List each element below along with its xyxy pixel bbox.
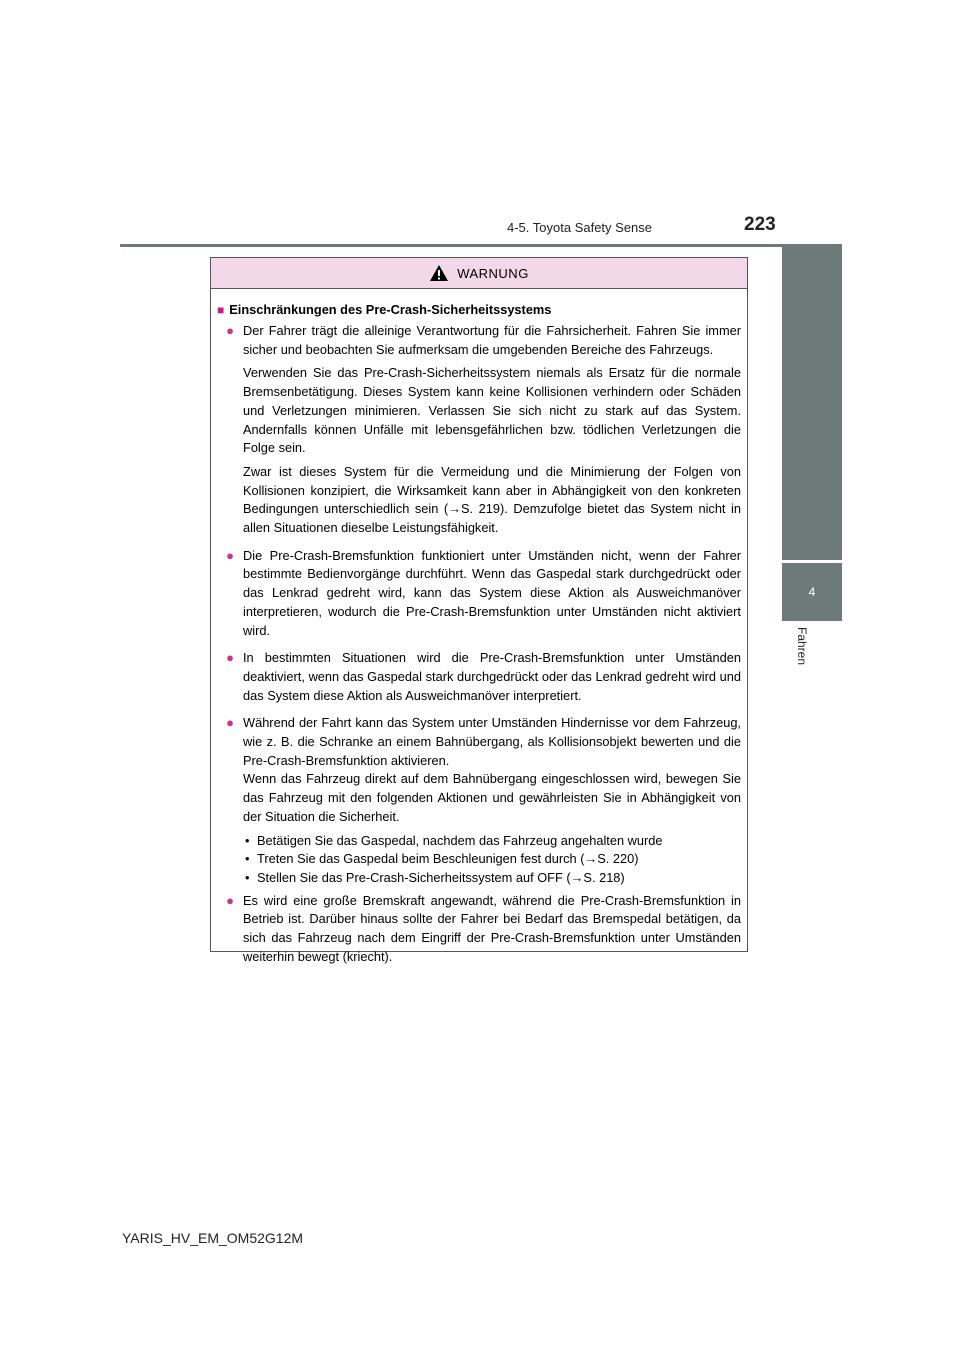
list-item: [217, 714, 741, 887]
list-item: [217, 547, 741, 646]
warning-title: WARNUNG: [457, 265, 529, 281]
item-paragraph: Während der Fahrt kann das System unter Umständen Hindernisse vor dem Fahrzeug, wie z. B. die Schranke an einem Bahnübergang, als Kollisionsobjekt bewerten und die Pre-Crash-Bremsfunktion aktivieren.: [243, 715, 741, 768]
item-paragraph: Wenn das Fahrzeug direkt auf dem Bahnübergang eingeschlossen wird, bewegen Sie das Fahrzeug mit den folgenden Aktionen und gewährleisten Sie in Abhängigkeit von der Situation die Sicherheit.: [243, 771, 741, 824]
bullet-dot-icon: ●: [226, 547, 234, 563]
list-item: [217, 892, 741, 972]
chapter-tab: [782, 563, 842, 621]
warning-header: [211, 258, 747, 289]
bullet-dot-icon: ●: [226, 892, 234, 908]
section-title: 4-5. Toyota Safety Sense: [507, 220, 653, 235]
page-number: 223: [744, 214, 776, 235]
document-code: YARIS_HV_EM_OM52G12M: [122, 1230, 304, 1246]
list-item: [217, 322, 741, 543]
chapter-number: 4: [808, 585, 816, 599]
item-paragraph: Zwar ist dieses System für die Vermeidung und die Minimierung der Folgen von Kollisionen konzipiert, die Wirksamkeit kann aber in Abhängigkeit von den konkreten Bedingungen unterschiedlich sein (→S. 219). Demzufolge bietet das System nicht in allen Situationen dieselbe Leistungsfähigkeit.: [243, 463, 741, 536]
list-item: [217, 649, 741, 710]
warning-body: [211, 289, 747, 972]
sub-list-item: • Treten Sie das Gaspedal beim Beschleunigen fest durch (→S. 220): [243, 850, 741, 869]
item-paragraph: Der Fahrer trägt die alleinige Verantwortung für die Fahrsicherheit. Fahren Sie immer sicher und beobachten Sie aufmerksam die umgebenden Bereiche des Fahrzeugs.: [243, 323, 741, 357]
warning-box: [210, 257, 748, 964]
item-paragraph: Die Pre-Crash-Bremsfunktion funktioniert unter Umständen nicht, wenn der Fahrer bestimmte Bedienvorgänge durchführt. Wenn das Gaspedal stark durchgedrückt oder das Lenkrad gedreht wird, kann das System diese Aktion als Ausweichmanöver interpretieren, wodurch die Pre-Crash-Bremsfunktion unter Umständen nicht aktiviert wird.: [243, 547, 741, 638]
sub-list-item: • Stellen Sie das Pre-Crash-Sicherheitssystem auf OFF (→S. 218): [243, 869, 741, 888]
sub-list: [243, 832, 741, 888]
item-paragraph: Es wird eine große Bremskraft angewandt, während die Pre-Crash-Bremsfunktion in Betrieb ist. Darüber hinaus sollte der Fahrer bei Bedarf das Bremspedal betätigen, da sich das Fahrzeug nach dem Eingriff der Pre-Crash-Bremsfunktion unter Umständen weiterhin bewegt (kriecht).: [243, 892, 741, 964]
warning-triangle-icon: [429, 264, 449, 282]
header-rule: [120, 244, 842, 247]
heading-text: Einschränkungen des Pre-Crash-Sicherheitssystems: [229, 302, 552, 317]
square-bullet-icon: ■: [217, 303, 225, 317]
bullet-dot-icon: ●: [226, 715, 234, 731]
bullet-dot-icon: ●: [226, 323, 234, 338]
sub-list-item: • Betätigen Sie das Gaspedal, nachdem das Fahrzeug angehalten wurde: [243, 832, 741, 851]
side-rule: [782, 247, 842, 560]
item-paragraph: Verwenden Sie das Pre-Crash-Sicherheitssystem niemals als Ersatz für die normale Bremsenbetätigung. Dieses System kann keine Kollisionen verhindern oder Schäden und Verletzungen minimieren. Verlassen Sie sich nicht zu stark auf das System. Andernfalls können Unfälle mit lebensgefährlichen bzw. tödlichen Verletzungen die Folge sein.: [243, 365, 741, 456]
chapter-label: Fahren: [795, 627, 809, 666]
warning-heading: [217, 301, 741, 319]
item-paragraph: In bestimmten Situationen wird die Pre-Crash-Bremsfunktion unter Umständen deaktiviert, wenn das Gaspedal stark durchgedrückt oder das Lenkrad gedreht wird und das System diese Aktion als Ausweichmanöver interpretiert.: [243, 650, 741, 703]
bullet-dot-icon: ●: [226, 650, 234, 666]
